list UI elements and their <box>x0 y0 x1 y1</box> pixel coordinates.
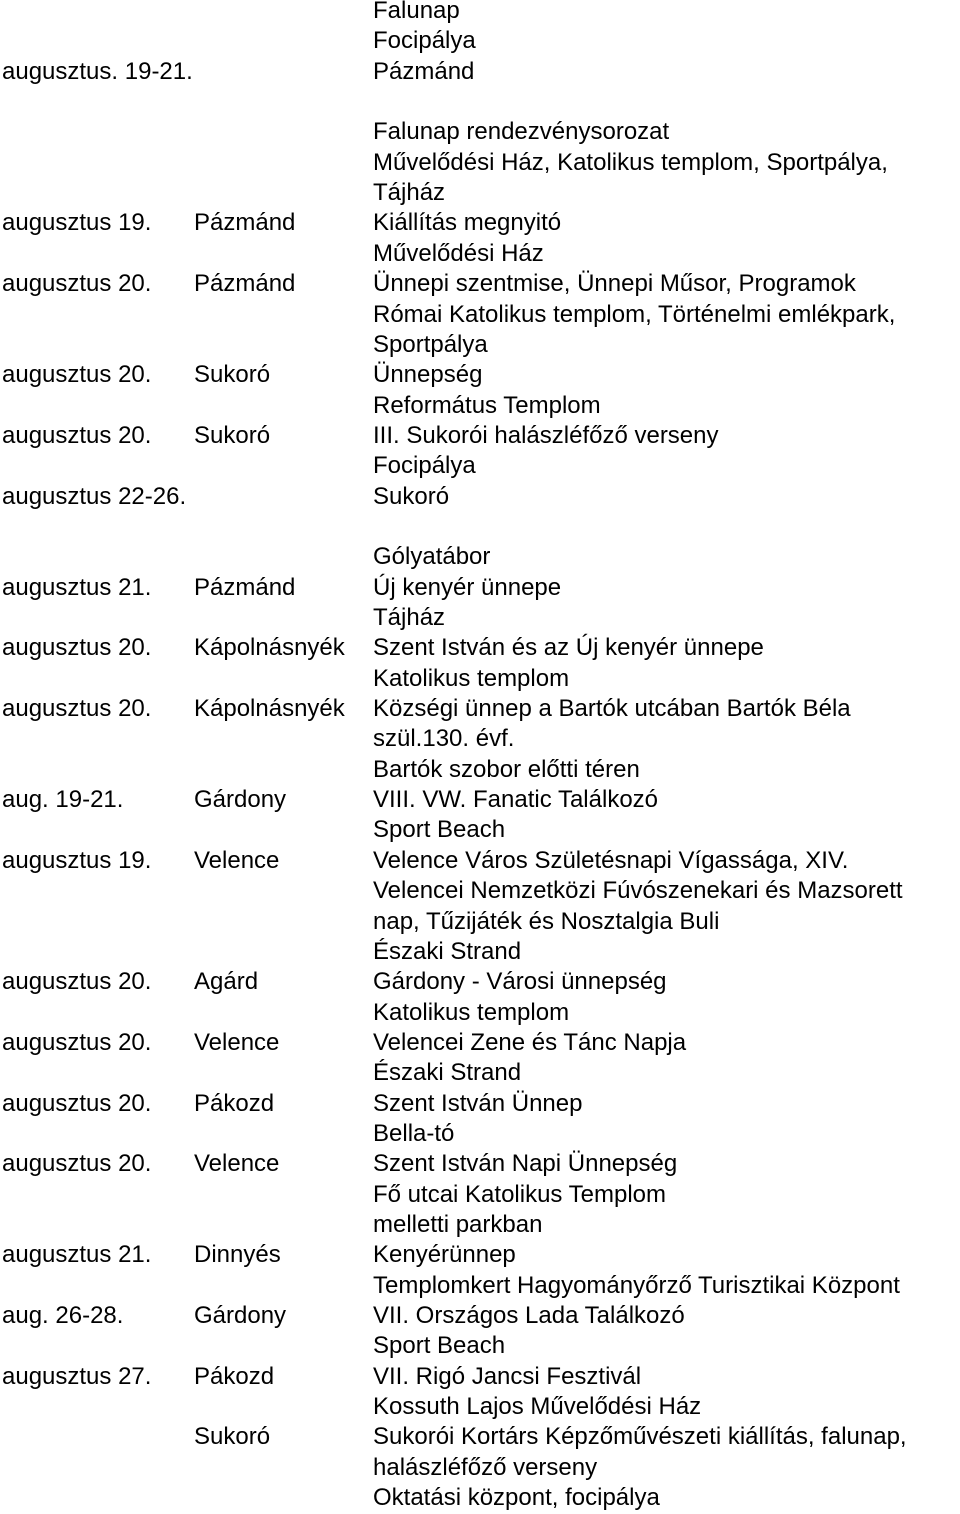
schedule-text: Katolikus templom <box>373 998 570 1026</box>
schedule-place: Pákozd <box>194 1089 275 1117</box>
schedule-text: Falunap <box>373 0 460 24</box>
schedule-text: Sukorói Kortárs Képzőművészeti kiállítás, falunap, <box>373 1423 907 1451</box>
schedule-place: Pákozd <box>194 1362 275 1390</box>
schedule-date: augusztus 22-26. <box>2 482 187 510</box>
schedule-text: halászléfőző verseny <box>373 1453 598 1481</box>
schedule-date: augusztus 20. <box>2 361 152 389</box>
schedule-text: Bartók szobor előtti téren <box>373 755 640 783</box>
schedule-text: Gólyatábor <box>373 543 491 571</box>
schedule-text: Új kenyér ünnepe <box>373 573 562 601</box>
schedule-date: augusztus 20. <box>2 1150 152 1178</box>
schedule-place: Pázmánd <box>194 573 296 601</box>
schedule-date: augusztus 20. <box>2 270 152 298</box>
schedule-place: Velence <box>194 1028 280 1056</box>
schedule-text: Református Templom <box>373 391 601 419</box>
schedule-date: augusztus 20. <box>2 634 152 662</box>
schedule-text: Északi Strand <box>373 937 522 965</box>
schedule-date: augusztus 20. <box>2 421 152 449</box>
schedule-text: Falunap rendezvénysorozat <box>373 118 670 146</box>
schedule-text: VII. Országos Lada Találkozó <box>373 1302 685 1330</box>
schedule-text: szül.130. évf. <box>373 725 515 753</box>
schedule-date: augusztus 21. <box>2 573 152 601</box>
schedule-text: Sport Beach <box>373 816 506 844</box>
schedule-text: melletti parkban <box>373 1211 543 1238</box>
schedule-date: augusztus 20. <box>2 695 152 723</box>
schedule-text: Művelődési Ház, Katolikus templom, Sportpálya, <box>373 148 888 176</box>
schedule-text: VII. Rigó Jancsi Fesztivál <box>373 1362 642 1390</box>
schedule-text: Velence Város Születésnapi Vígassága, XIV. <box>373 846 849 874</box>
schedule-date: augusztus 20. <box>2 968 152 996</box>
schedule-text: III. Sukorói halászléfőző verseny <box>373 421 719 449</box>
schedule-text: Községi ünnep a Bartók utcában Bartók Béla <box>373 695 851 723</box>
schedule-date: augusztus 21. <box>2 1241 152 1269</box>
schedule-text: Velencei Zene és Tánc Napja <box>373 1028 687 1056</box>
schedule-text: Sukoró <box>373 482 450 510</box>
schedule-place: Agárd <box>194 968 259 996</box>
schedule-date: aug. 26-28. <box>2 1302 124 1330</box>
schedule-date: augusztus 19. <box>2 846 152 874</box>
schedule-date: augusztus 19. <box>2 209 152 237</box>
schedule-text: Oktatási központ, focipálya <box>373 1484 660 1512</box>
schedule-date: augusztus 20. <box>2 1028 152 1056</box>
schedule-place: Sukoró <box>194 361 271 389</box>
schedule-place: Pázmánd <box>194 209 296 237</box>
schedule-place: Velence <box>194 1150 280 1178</box>
schedule-place: Sukoró <box>194 1423 271 1451</box>
schedule-place: Gárdony <box>194 1302 287 1330</box>
schedule-text: Ünnepség <box>373 361 483 389</box>
schedule-date: augusztus. 19-21. <box>2 57 193 85</box>
schedule-text: Sport Beach <box>373 1332 506 1360</box>
schedule-text: Északi Strand <box>373 1059 522 1087</box>
schedule-text: Gárdony - Városi ünnepség <box>373 968 667 996</box>
schedule-text: Focipálya <box>373 27 476 55</box>
schedule-place: Gárdony <box>194 786 287 814</box>
schedule-text: Fő utcai Katolikus Templom <box>373 1180 667 1208</box>
schedule-text: Focipálya <box>373 452 476 480</box>
schedule-text: Művelődési Ház <box>373 239 544 267</box>
schedule-text: Kenyérünnep <box>373 1241 516 1269</box>
schedule-date: aug. 19-21. <box>2 786 124 814</box>
schedule-place: Kápolnásnyék <box>194 695 345 723</box>
schedule-text: Szent István Napi Ünnepség <box>373 1150 678 1178</box>
schedule-text: nap, Tűzijáték és Nosztalgia Buli <box>373 907 720 935</box>
schedule-text: Templomkert Hagyományőrző Turisztikai Központ <box>373 1271 900 1299</box>
schedule-text: Kiállítás megnyitó <box>373 209 562 237</box>
schedule-date: augusztus 20. <box>2 1089 152 1117</box>
schedule-text: Kossuth Lajos Művelődési Ház <box>373 1393 702 1421</box>
schedule-text: Velencei Nemzetközi Fúvószenekari és Mazsorett <box>373 877 903 905</box>
schedule-place: Dinnyés <box>194 1241 281 1269</box>
schedule-text: Szent István Ünnep <box>373 1089 583 1117</box>
schedule-place: Sukoró <box>194 421 271 449</box>
schedule-place: Velence <box>194 846 280 874</box>
schedule-text: Római Katolikus templom, Történelmi emlékpark, <box>373 300 896 328</box>
schedule-text: Sportpálya <box>373 330 488 358</box>
schedule-text: Bella-tó <box>373 1119 455 1147</box>
schedule-text: Pázmánd <box>373 57 475 85</box>
schedule-text: Tájház <box>373 179 446 207</box>
schedule-text: Szent István és az Új kenyér ünnepe <box>373 634 764 662</box>
schedule-date: augusztus 27. <box>2 1362 152 1390</box>
schedule-text: Katolikus templom <box>373 664 570 692</box>
schedule-place: Kápolnásnyék <box>194 634 345 662</box>
schedule-place: Pázmánd <box>194 270 296 298</box>
schedule-text: Ünnepi szentmise, Ünnepi Műsor, Programok <box>373 270 856 298</box>
schedule-text: VIII. VW. Fanatic Találkozó <box>373 786 659 814</box>
schedule-text: Tájház <box>373 604 446 631</box>
